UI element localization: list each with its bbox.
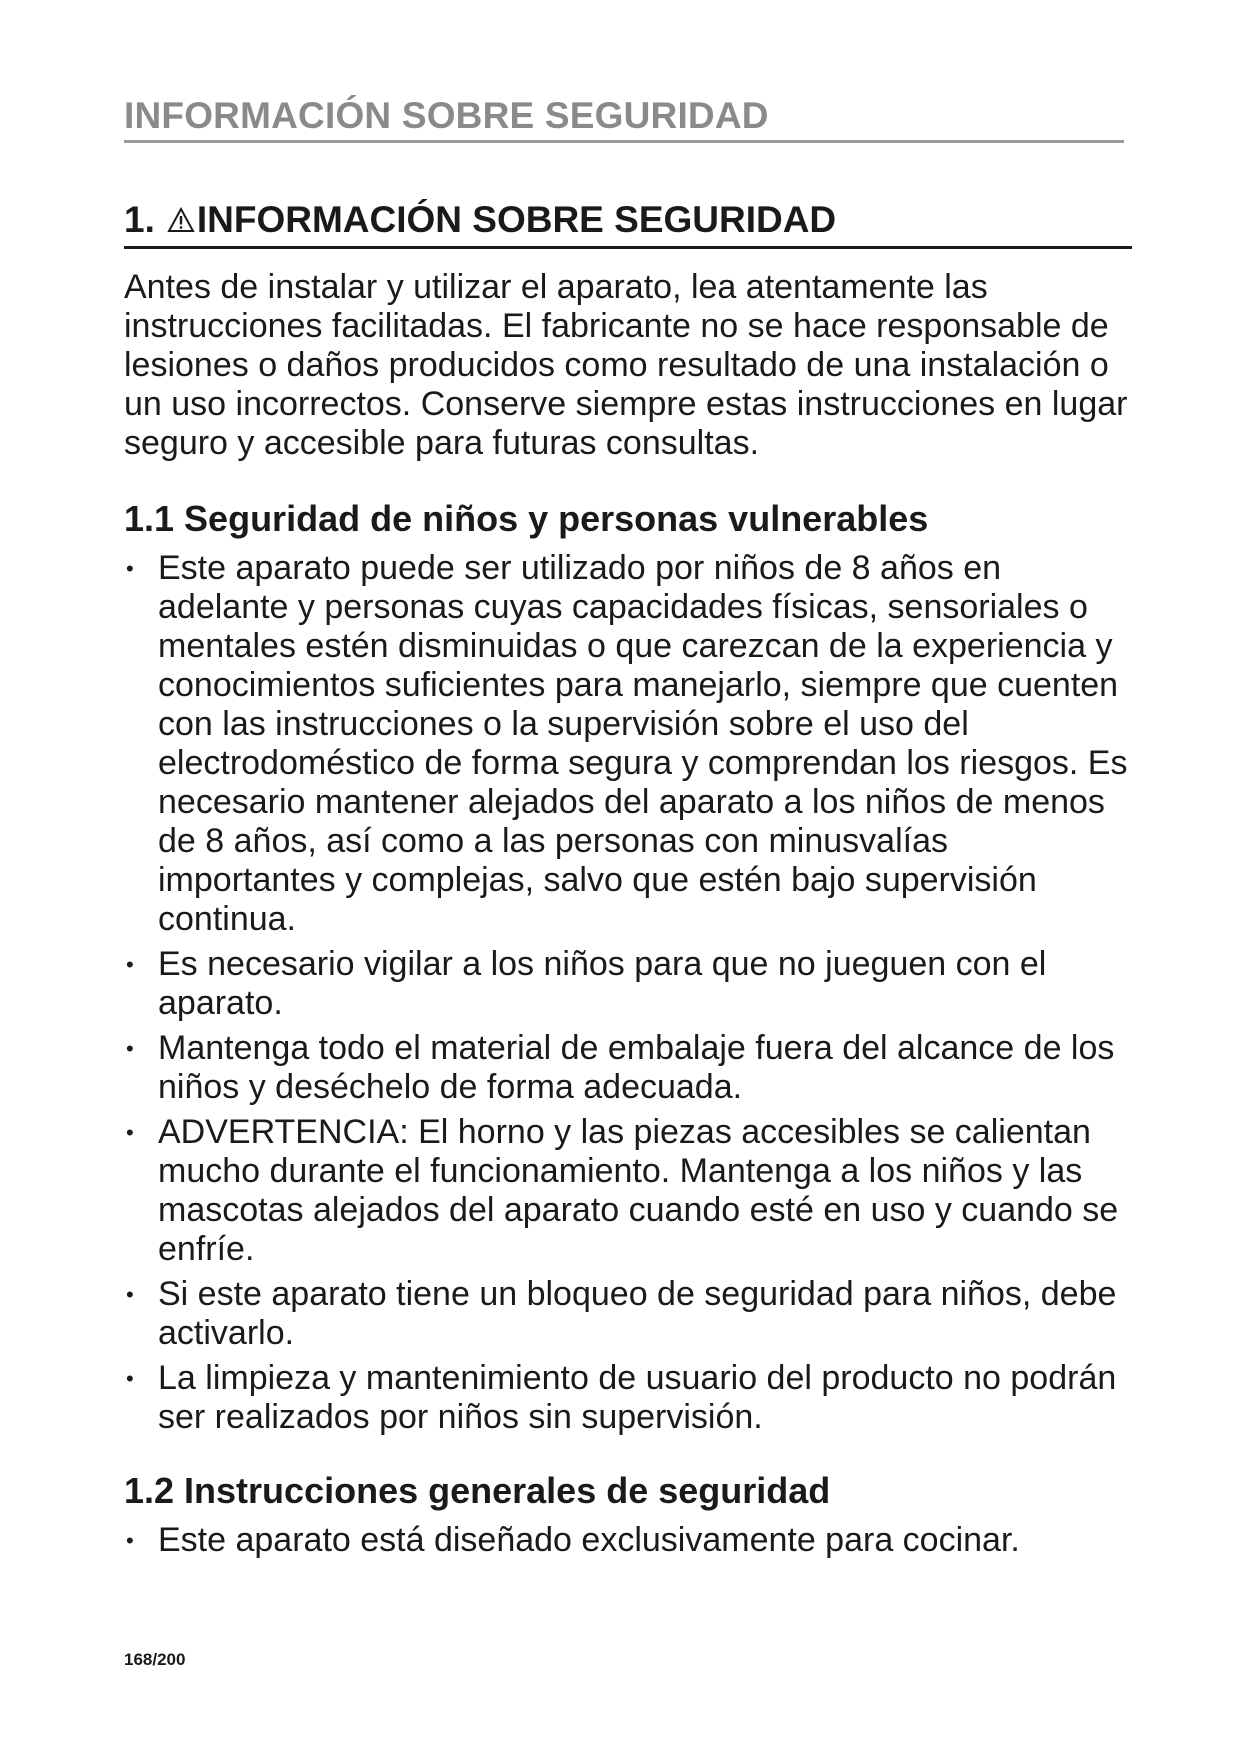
subsection-title-general-safety: 1.2 Instrucciones generales de seguridad [124, 1470, 831, 1511]
bullet-icon: • [126, 556, 134, 581]
bullet-icon: • [126, 1366, 134, 1391]
general-safety-list [124, 1521, 1132, 1560]
bullet-icon: • [126, 1282, 134, 1307]
section-title [124, 198, 1132, 249]
children-safety-list [124, 549, 1132, 1437]
list-item-text: Mantenga todo el material de embalaje fuera del alcance de los niños y deséchelo de forma adecuada. [158, 1029, 1115, 1106]
bullet-icon: • [126, 1528, 134, 1553]
bullet-icon: • [126, 1120, 134, 1145]
page-number: 168/200 [124, 1650, 186, 1669]
content [124, 198, 1132, 1566]
list-item-text: ADVERTENCIA: El horno y las piezas accesibles se calientan mucho durante el funcionamiento. Mantenga a los niños y las mascotas alejados del aparato cuando esté en uso y cuando se enfríe. [158, 1113, 1119, 1268]
list-item [124, 1359, 1132, 1437]
list-item-text: La limpieza y mantenimiento de usuario del producto no podrán ser realizados por niños sin supervisión. [158, 1359, 1117, 1436]
section-title-text: INFORMACIÓN SOBRE SEGURIDAD [196, 199, 837, 240]
list-item [124, 1275, 1132, 1353]
bullet-icon: • [126, 952, 134, 977]
warning-triangle-icon [167, 207, 195, 233]
running-header: INFORMACIÓN SOBRE SEGURIDAD [124, 95, 769, 136]
section-number: 1. [124, 199, 155, 240]
list-item [124, 945, 1132, 1023]
subsection-title-children-safety: 1.1 Seguridad de niños y personas vulnerables [124, 498, 929, 539]
list-item [124, 1521, 1132, 1560]
list-item-text: Este aparato está diseñado exclusivamente para cocinar. [158, 1521, 1020, 1559]
list-item-text: Este aparato puede ser utilizado por niños de 8 años en adelante y personas cuyas capacidades físicas, sensoriales o mentales estén disminuidas o que carezcan de la experiencia y conocimientos suficientes para manejarlo, siempre que cuenten con las instrucciones o la supervisión sobre el uso del electrodoméstico de forma segura y comprendan los riesgos. Es necesario mantener alejados del aparato a los niños de menos de 8 años, así como a las personas con minusvalías importantes y complejas, salvo que estén bajo supervisión continua. [158, 549, 1128, 938]
list-item [124, 1029, 1132, 1107]
list-item-text: Es necesario vigilar a los niños para que no jueguen con el aparato. [158, 945, 1047, 1022]
list-item [124, 1113, 1132, 1269]
bullet-icon: • [126, 1036, 134, 1061]
list-item-text: Si este aparato tiene un bloqueo de seguridad para niños, debe activarlo. [158, 1275, 1117, 1352]
list-item [124, 549, 1132, 939]
intro-paragraph: Antes de instalar y utilizar el aparato, lea atentamente las instrucciones facilitadas. El fabricante no se hace responsable de lesiones o daños producidos como resultado de una instalación o un uso incorrectos. Conserve siempre estas instrucciones en lugar seguro y accesible para futuras consultas. [124, 268, 1128, 462]
running-header-rule [124, 140, 1124, 143]
